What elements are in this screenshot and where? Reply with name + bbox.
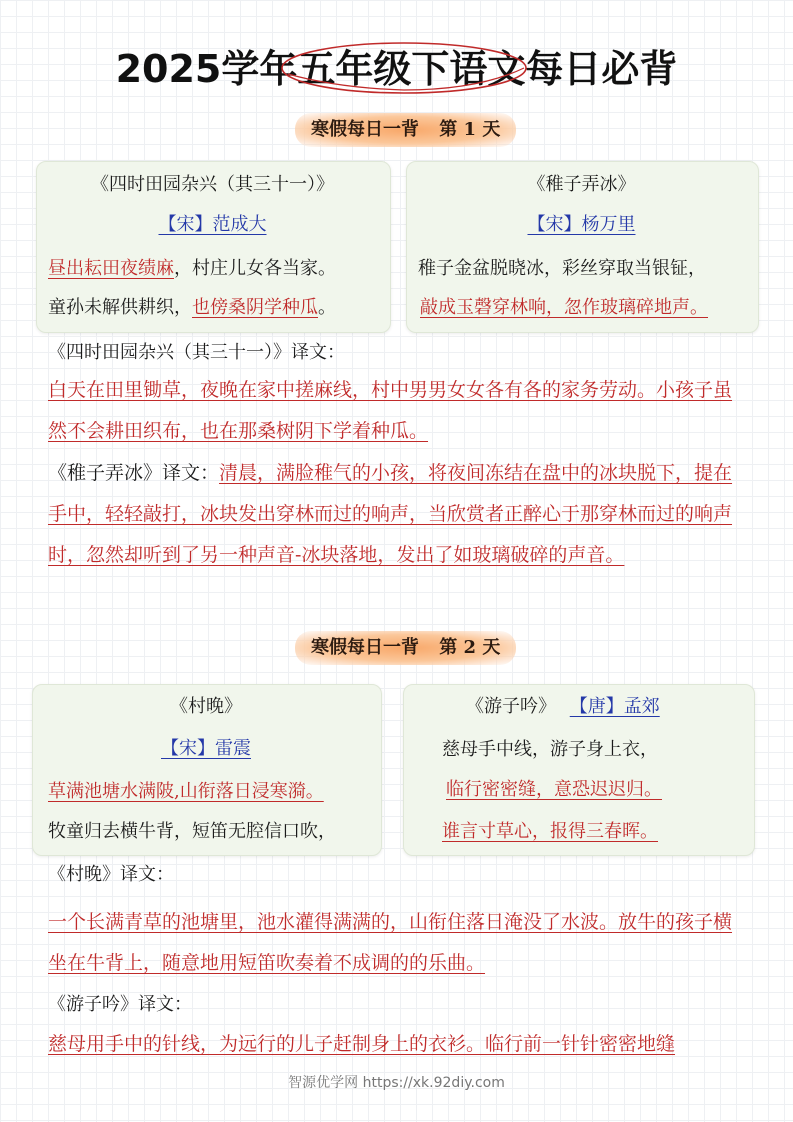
day1-poem1-line1-highlight: 昼出耘田夜绩麻: [48, 258, 174, 279]
day2-poem2-line1: 慈母手中线，游子身上衣，: [442, 739, 658, 760]
day2-poem2-author: 【唐】孟郊: [569, 696, 660, 717]
day1-banner-day: 第 1 天: [439, 119, 501, 140]
day2-poem1-line1: 草满池塘水满陂,山衔落日浸寒漪。: [48, 781, 324, 802]
day1-poem2-line2: 敲成玉磬穿林响，忽作玻璃碎地声。: [420, 297, 708, 318]
day1-poem2-author: 【宋】杨万里: [527, 214, 636, 235]
day1-trans1-text: 白天在田里锄草，夜晚在家中搓麻线，村中男男女女各有各的家务劳动。小孩子虽然不会耕田织布，也在那桑树阴下学着种瓜。: [48, 379, 733, 442]
day1-poem2-title: 《稚子弄冰》: [527, 174, 636, 195]
footer-watermark: 智源优学网 https://xk.92diy.com: [288, 1075, 505, 1091]
day2-poem1-author: 【宋】雷震: [161, 738, 251, 759]
day2-poem1-line2: 牧童归去横牛背，短笛无腔信口吹，: [48, 821, 336, 842]
day1-poem1-title: 《四时田园杂兴（其三十一）》: [91, 174, 334, 195]
day2-banner-prefix: 寒假每日一背: [311, 637, 419, 658]
day2-banner-day: 第 2 天: [439, 637, 501, 658]
day1-poem1-line2-highlight: 也傍桑阴学种瓜: [192, 297, 318, 318]
day2-trans1-label: 《村晚》译文：: [48, 864, 174, 885]
day2-poem2-line3: 谁言寸草心，报得三春晖。: [442, 821, 658, 842]
day2-poem2-line2: 临行密密缝，意恐迟迟归。: [446, 779, 662, 800]
day1-trans2-label: 《稚子弄冰》译文：: [48, 462, 220, 484]
day1-banner-prefix: 寒假每日一背: [311, 119, 419, 140]
day2-poem1-title: 《村晚》: [170, 696, 242, 717]
day1-poem2-line1: 稚子金盆脱晓冰，彩丝穿取当银钲，: [418, 258, 706, 279]
day2-trans2-text: 慈母用手中的针线，为远行的儿子赶制身上的衣衫。临行前一针针密密地缝: [48, 1033, 676, 1055]
day1-trans2-text: 清晨，满脸稚气的小孩，将夜间冻结在盘中的冰块脱下，提在手中，轻轻敲打，冰块发出穿林而过的响声，当欣赏者正醉心于那穿林而过的响声时，忽然却听到了另一种声音-冰块落地，发出了如玻璃破碎的声音。: [48, 462, 733, 566]
day1-trans1-label: 《四时田园杂兴（其三十一）》译文：: [48, 342, 345, 363]
title-highlight-oval: [278, 38, 530, 96]
page-title: 2025学年五年级下语文每日必背: [115, 47, 678, 91]
day1-banner: [295, 113, 516, 147]
day2-trans2-label: 《游子吟》译文：: [48, 994, 192, 1015]
day1-trans2: [48, 453, 748, 576]
day2-banner: [295, 631, 516, 665]
day2-trans1-text: 一个长满青草的池塘里，池水灌得满满的，山衔住落日淹没了水波。放牛的孩子横坐在牛背上，随意地用短笛吹奏着不成调的的乐曲。: [48, 911, 733, 974]
day2-poem2-title: 《游子吟》: [466, 696, 556, 717]
day1-poem1-line1: 昼出耘田夜绩麻，村庄儿女各当家。: [48, 258, 336, 279]
day1-poem1-line2: 童孙未解供耕织，也傍桑阴学种瓜。: [48, 297, 336, 318]
day1-poem1-author: 【宋】范成大: [158, 214, 267, 235]
day2-poem2-header: [466, 694, 660, 720]
